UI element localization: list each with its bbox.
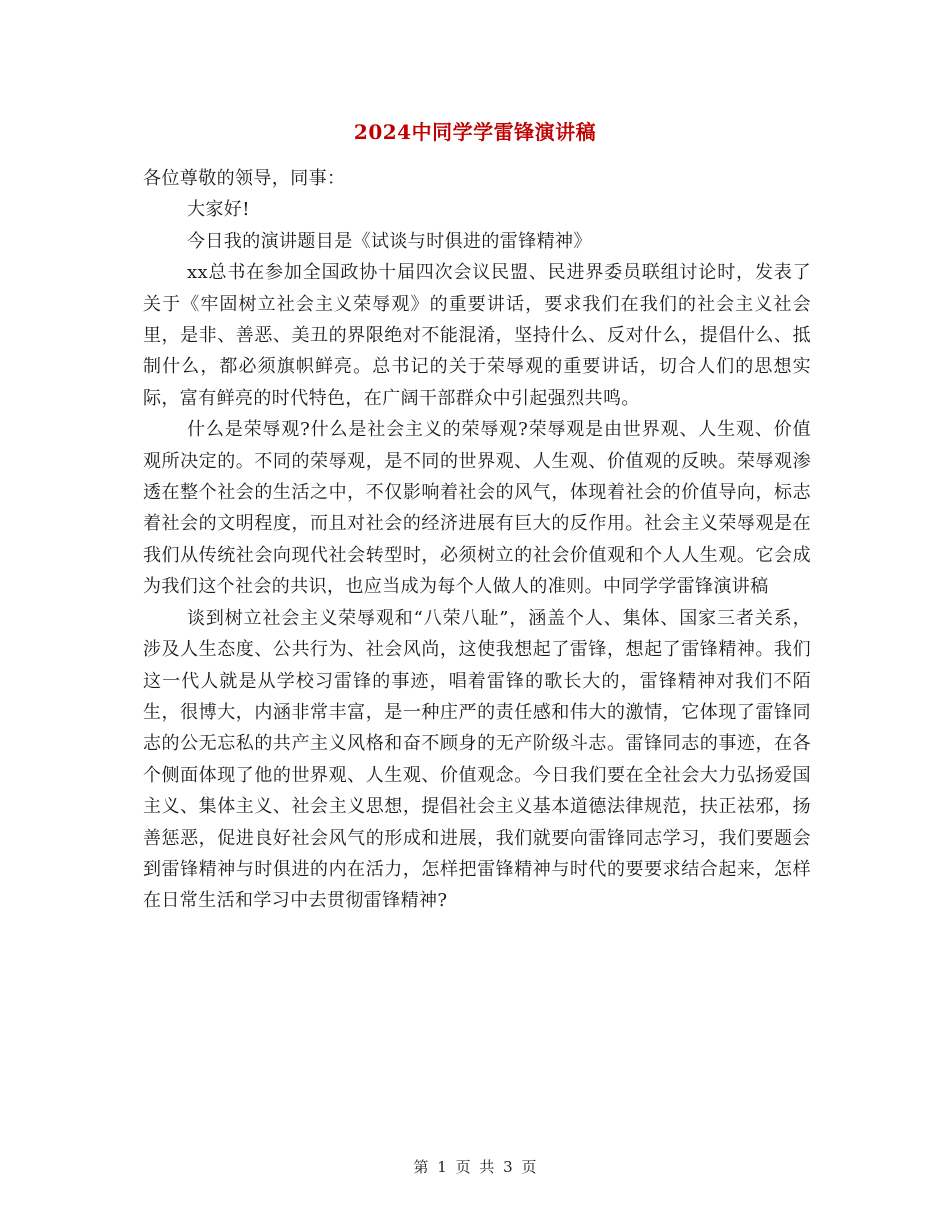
paragraph-lei-feng-spirit: 谈到树立社会主义荣辱观和“八荣八耻”，涵盖个人、集体、国家三者关系，涉及人生态度、公共行为、社会风尚，这使我想起了雷锋，想起了雷锋精神。我们这一代人就是从学校习雷锋的事迹，唱着雷锋的歌长大的，雷锋精神对我们不陌生，很博大，内涵非常丰富，是一种庄严的责任感和伟大的激情，它体现了雷锋同志的公无忘私的共产主义风格和奋不顾身的无产阶级斗志。雷锋同志的事迹，在各个侧面体现了他的世界观、人生观、价值观念。今日我们要在全社会大力弘扬爱国主义、集体主义、社会主义思想，提倡社会主义基本道德法律规范，扶正祛邪，扬善惩恶，促进良好社会风气的形成和进展，我们就要向雷锋同志学习，我们要题会到雷锋精神与时俱进的内在活力，怎样把雷锋精神与时代的要要求结合起来，怎样在日常生活和学习中去贯彻雷锋精神? [143,607,811,912]
salutation: 各位尊敬的领导，同事： [143,168,346,189]
document-title: 2024中同学学雷锋演讲稿 [353,120,597,144]
page-number-footer: 第 1 页 共 3 页 [413,1158,537,1176]
paragraph-greeting: 大家好! [187,199,250,221]
paragraph-topic: 今日我的演讲题目是《试谈与时俱进的雷锋精神》 [187,230,592,252]
paragraph-honor-view: 什么是荣辱观?什么是社会主义的荣辱观?荣辱观是由世界观、人生观、价值观所决定的。不同的荣辱观，是不同的世界观、人生观、价值观的反映。荣辱观渗透在整个社会的生活之中，不仅影响着社会的风气，体现着社会的价值导向，标志着社会的文明程度，而且对社会的经济进展有巨大的反作用。社会主义荣辱观是在我们从传统社会向现代社会转型时，必须树立的社会价值观和个人人生观。它会成为我们这个社会的共识，也应当成为每个人做人的准则。中同学学雷锋演讲稿 [143,419,811,598]
paragraph-speech-context: xx总书在参加全国政协十届四次会议民盟、民进界委员联组讨论时，发表了关于《牢固树立社会主义荣辱观》的重要讲话，要求我们在我们的社会主义社会里，是非、善恶、美丑的界限绝对不能混淆，坚持什么、反对什么，提倡什么、抵制什么，都必须旗帜鲜亮。总书记的关于荣辱观的重要讲话，切合人们的思想实际，富有鲜亮的时代特色，在广阔干部群众中引起强烈共鸣。 [143,262,811,409]
document-body [143,163,811,917]
